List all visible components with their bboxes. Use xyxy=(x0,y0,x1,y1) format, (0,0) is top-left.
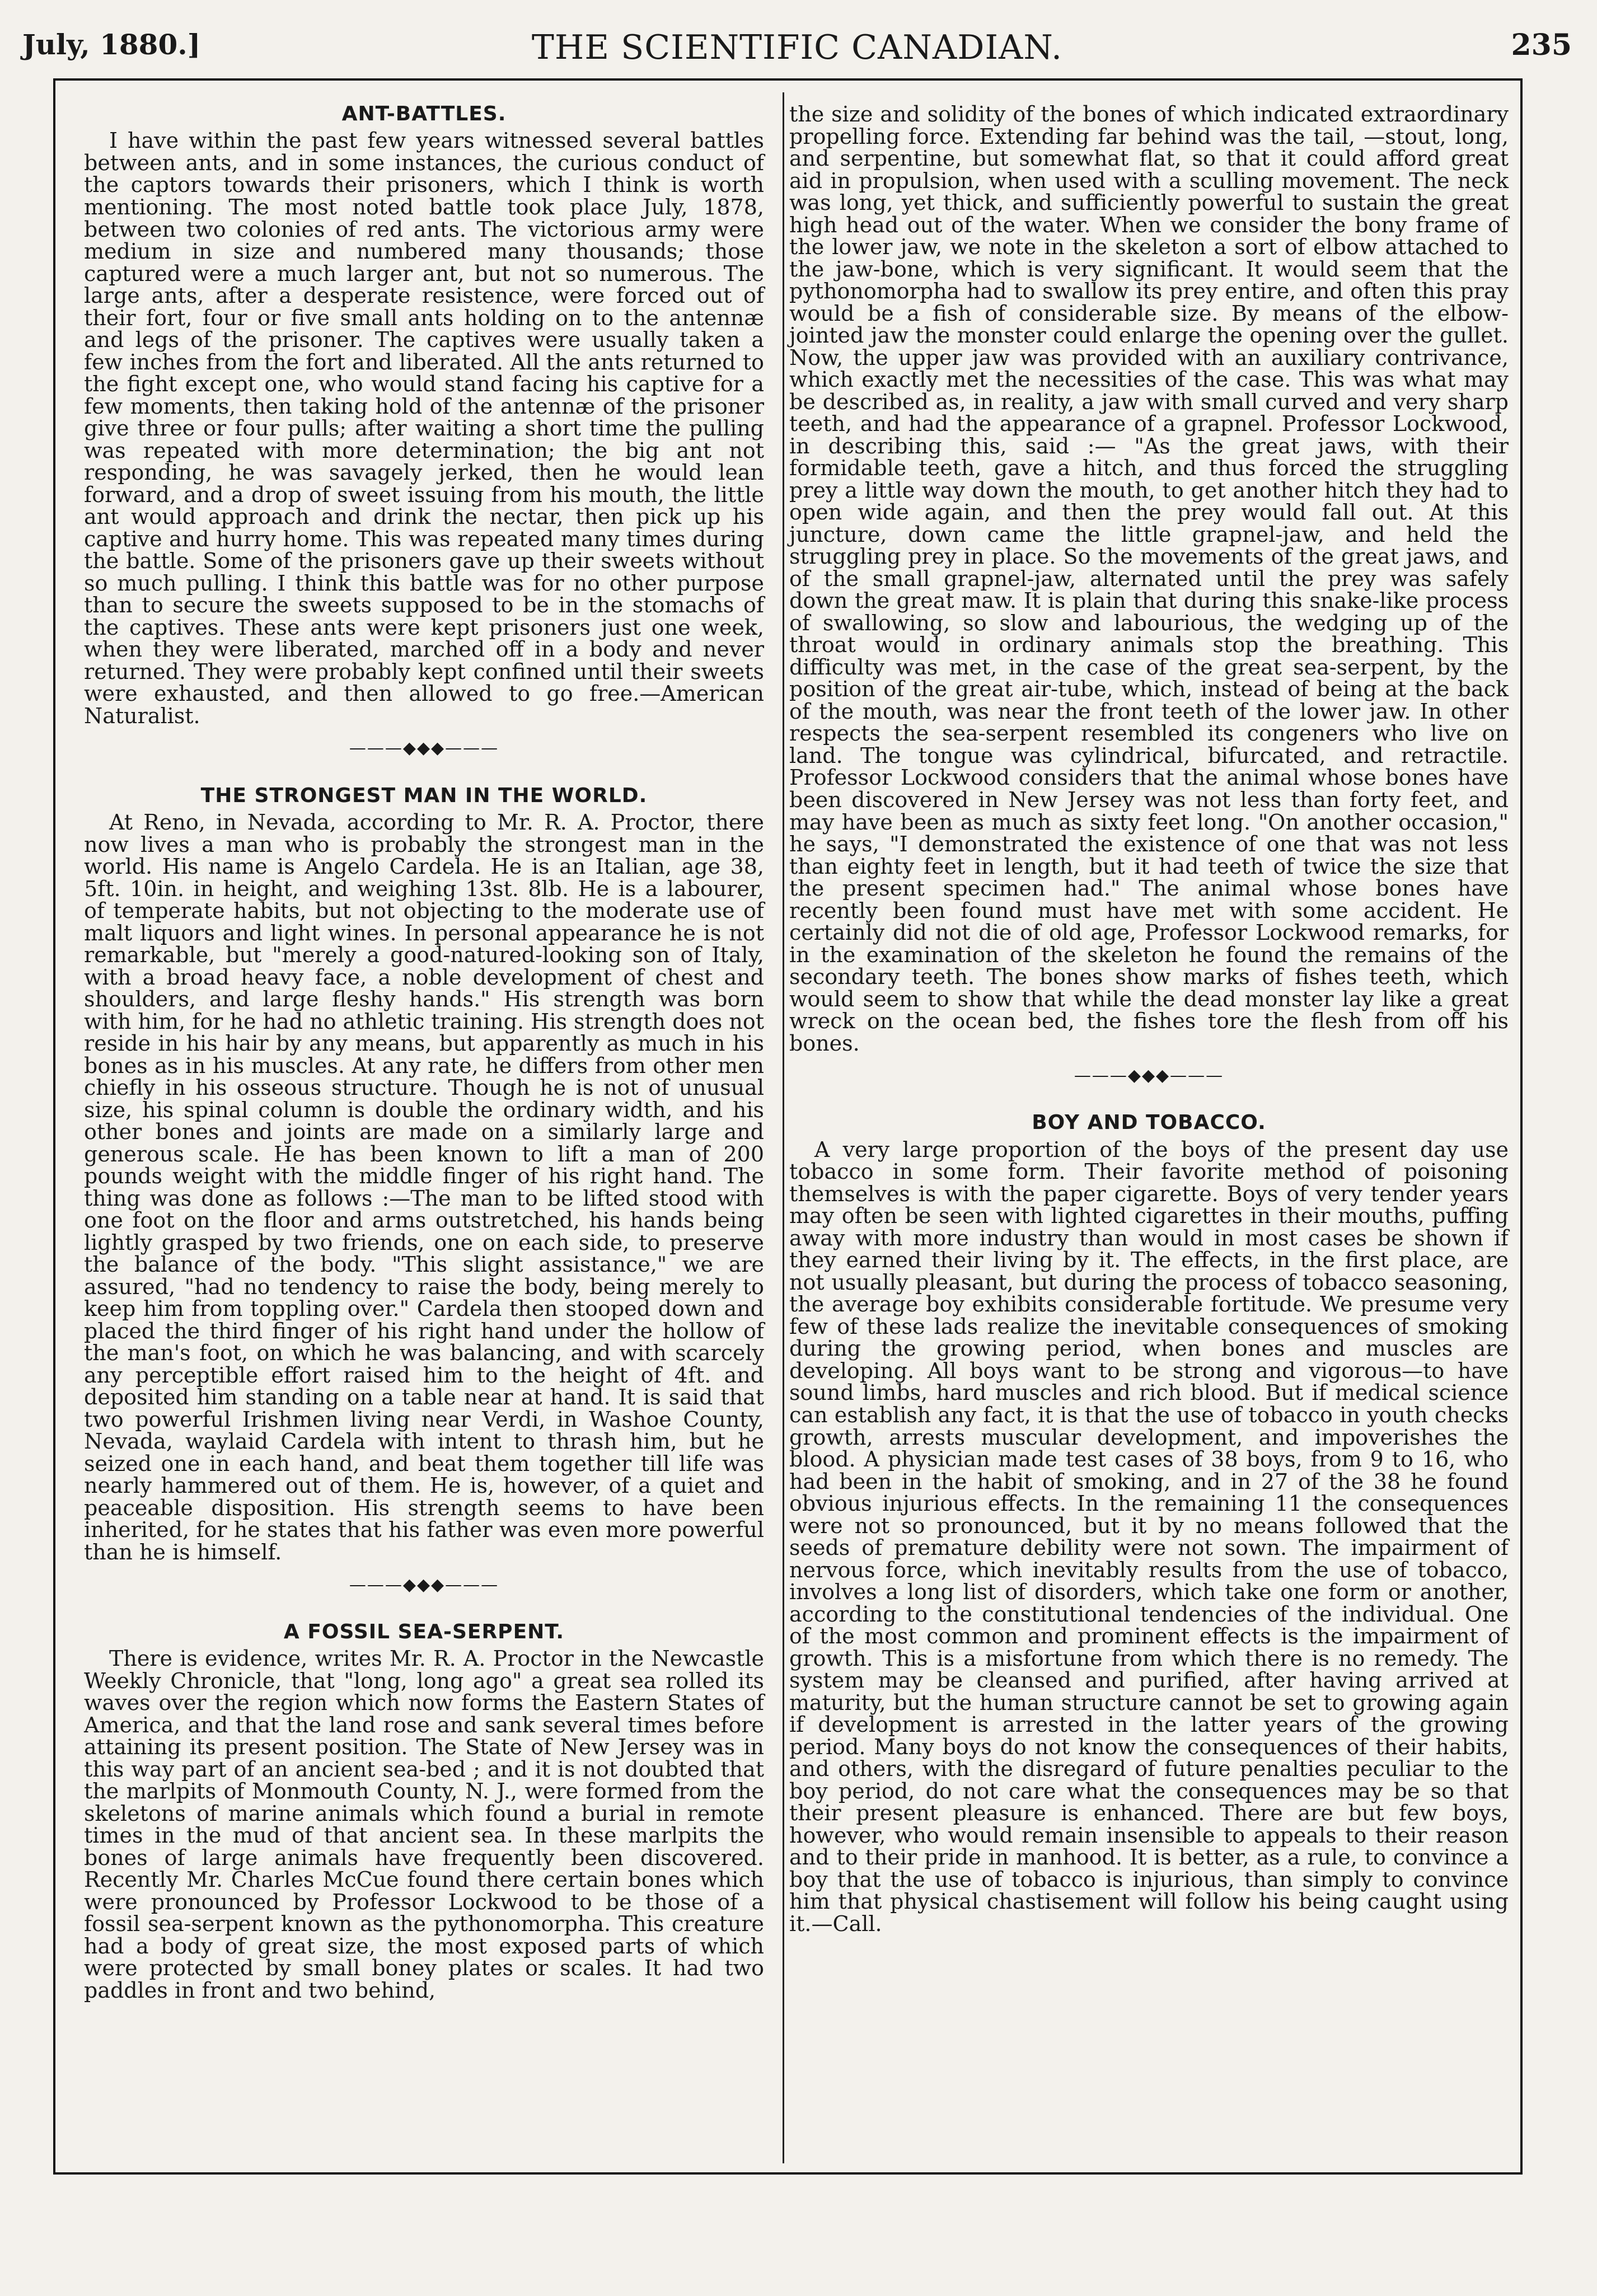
left-column xyxy=(84,104,764,2002)
right-column xyxy=(789,104,1509,1935)
masthead-title: THE SCIENTIFIC CANADIAN. xyxy=(531,28,1063,67)
page-number: 235 xyxy=(1511,28,1572,62)
article-strongest-man xyxy=(84,785,764,1564)
article-title: A FOSSIL SEA-SERPENT. xyxy=(283,1620,565,1643)
section-ornament: ———◆◆◆——— xyxy=(349,738,499,758)
article-ant-battles xyxy=(84,104,764,727)
article-boy-and-tobacco xyxy=(789,1112,1509,1935)
running-head xyxy=(22,16,1572,83)
article-title: BOY AND TOBACCO. xyxy=(1032,1111,1266,1135)
article-body: At Reno, in Nevada, according to Mr. R. A. Proctor, there now lives a man who is probably the strongest man in the world. His name is Angelo Cardela. He is an Italian, age 38, 5ft. 10in. in height, and weighing 13st. 8lb. He is a labourer, of temperate habits, but not objecting to the moderate use of malt liquors and light wines. In personal appearance he is not remarkable, but "merely a good-natured-looking son of Italy, with a broad heavy face, a noble development of chest and shoulders, and large fleshy hands." His strength was born with him, for he had no athletic training. His strength does not reside in his hair by any means, but apparently as much in his bones as in his muscles. At any rate, he differs from other men chiefly in his osseous structure. Though he is not of unusual size, his spinal column is double the ordinary width, and his other bones and joints are made on a similarly large and generous scale. He has been known to lift a man of 200 pounds weight with the middle finger of his right hand. The thing was done as follows :—The man to be lifted stood with one foot on the floor and arms outstretched, his hands being lightly grasped by two friends, one on each side, to preserve the balance of the body. "This slight assistance," we are assured, "had no tendency to raise the body, being merely to keep him from toppling over." Cardela then stooped down and placed the third finger of his right hand under the hollow of the man's foot, on which he was balancing, and with scarcely any perceptible effort raised him to the height of 4ft. and deposited him standing on a table near at hand. It is said that two powerful Irishmen living near Verdi, in Washoe County, Nevada, waylaid Cardela with intent to thrash him, but he seized one in each hand, and beat them together till life was nearly hammered out of them. He is, however, of a quiet and peaceable disposition. His strength seems to have been inherited, for he states that his father was even more powerful than he is himself. xyxy=(84,809,764,1564)
article-body: A very large proportion of the boys of the present day use tobacco in some form. Their favorite method of poisoning themselves is with the paper cigarette. Boys of very tender years may often be seen with lighted cigarettes in their mouths, puffing away with more industry than would in most cases be shown if they earned their living by it. The effects, in the first place, are not usually pleasant, but during the process of tobacco seasoning, the average boy exhibits considerable fortitude. We presume very few of these lads realize the inevitable consequences of smoking during the growing period, when bones and muscles are developing. All boys want to be strong and vigorous—to have sound limbs, hard muscles and rich blood. But if medical science can establish any fact, it is that the use of tobacco in youth checks growth, arrests muscular development, and impoverishes the blood. A physician made test cases of 38 boys, from 9 to 16, who had been in the habit of smoking, and in 27 of the 38 he found obvious injurious effects. In the remaining 11 the consequences were not so pronounced, but it by no means followed that the seeds of premature debility were not sown. The impairment of nervous force, which inevitably results from the use of tobacco, involves a long list of disorders, which take one form or another, according to the constitutional tendencies of the individual. One of the most common and prominent effects is the impairment of growth. This is a misfortune from which there is no remedy. The system may be cleansed and purified, after having arrived at maturity, but the human structure cannot be set to growing again if development is arrested in the latter years of the growing period. Many boys do not know the consequences of their habits, and others, with the disregard of future penalties peculiar to the boy period, do not care what the consequences may be so that their present pleasure is enhanced. There are but few boys, however, who would remain insensible to appeals to their reason and to their pride in manhood. It is better, as a rule, to convince a boy that the use of tobacco is injurious, than simply to convince him that physical chastisement will follow his being caught using it.—Call. xyxy=(789,1137,1509,1936)
issue-date: July, 1880.] xyxy=(22,28,201,61)
article-title: ANT-BATTLES. xyxy=(341,102,507,125)
article-title: THE STRONGEST MAN IN THE WORLD. xyxy=(200,784,648,807)
article-body: There is evidence, writes Mr. R. A. Proctor in the Newcastle Weekly Chronicle, that "long, long ago" a great sea rolled its waves over the region which now forms the Eastern States of America, and that the land rose and sank several times before attaining its present position. The State of New Jersey was in this way part of an ancient sea-bed ; and it is not doubted that the marlpits of Monmouth County, N. J., were formed from the skeletons of marine animals which found a burial in remote times in the mud of that ancient sea. In these marlpits the bones of large animals have frequently been discovered. Recently Mr. Charles McCue found there certain bones which were pronounced by Professor Lockwood to be those of a fossil sea-serpent known as the pythonomorpha. This creature had a body of great size, the most exposed parts of which were protected by small boney plates or scales. It had two paddles in front and two behind, xyxy=(84,1646,764,2003)
article-fossil-sea-serpent-continued xyxy=(789,104,1509,1055)
article-body: I have within the past few years witnessed several battles between ants, and in some instances, the curious conduct of the captors towards their prisoners, which I think is worth mentioning. The most noted battle took place July, 1878, between two colonies of red ants. The victorious army were medium in size and numbered many thousands; those captured were a much larger ant, but not so numerous. The large ants, after a desperate resistence, were forced out of their fort, four or five small ants holding on to the antennæ and legs of the prisoner. The captives were usually taken a few inches from the fort and liberated. All the ants returned to the fight except one, who would stand facing his captive for a few moments, then taking hold of the antennæ of the prisoner give three or four pulls; after waiting a short time the pulling was repeated with more determination; the big ant not responding, he was savagely jerked, then he would lean forward, and a drop of sweet issuing from his mouth, the little ant would approach and drink the nectar, then pick up his captive and hurry home. This was repeated many times during the battle. Some of the prisoners gave up their sweets without so much pulling. I think this battle was for no other purpose than to secure the sweets supposed to be in the stomachs of the captives. These ants were kept prisoners just one week, when they were liberated, marched off in a body and never returned. They were probably kept confined until their sweets were exhausted, and then allowed to go free.—American Naturalist. xyxy=(84,128,764,728)
article-fossil-sea-serpent xyxy=(84,1622,764,2002)
article-body: the size and solidity of the bones of which indicated extraordinary propelling force. Extending far behind was the tail, —stout, long, and serpentine, but somewhat flat, so that it could afford great aid in propulsion, when used with a sculling movement. The neck was long, yet thick, and sufficiently powerful to sustain the great high head out of the water. When we consider the bony frame of the lower jaw, we note in the skeleton a sort of elbow attached to the jaw-bone, which is very significant. It would seem that the pythonomorpha had to swallow its prey entire, and often this pray would be a fish of considerable size. By means of the elbow-jointed jaw the monster could enlarge the opening over the gullet. Now, the upper jaw was provided with an auxiliary contrivance, which exactly met the necessities of the case. This was what may be described as, in reality, a jaw with small curved and very sharp teeth, and had the appearance of a grapnel. Professor Lockwood, in describing this, said :— "As the great jaws, with their formidable teeth, gave a hitch, and thus forced the struggling prey a little way down the mouth, to get another hitch they had to open wide again, and then the prey would fall out. At this juncture, down came the little grapnel-jaw, and held the struggling prey in place. So the movements of the great jaws, and of the small grapnel-jaw, alternated until the prey was safely down the great maw. It is plain that during this snake-like process of swallowing, so slow and labourious, the wedging up of the throat would in ordinary animals stop the breathing. This difficulty was met, in the case of the great sea-serpent, by the position of the great air-tube, which, instead of being at the back of the mouth, was near the front teeth of the lower jaw. In other respects the sea-serpent resembled its congeners who live on land. The tongue was cylindrical, bifurcated, and retractile. Professor Lockwood considers that the animal whose bones have been discovered in New Jersey was not less than forty feet, and may have been as much as sixty feet long. "On another occasion," he says, "I demonstrated the existence of one that was not less than eighty feet in length, but it had teeth of twice the size that the present specimen had." The animal whose bones have recently been found must have met with some accident. He certainly did not die of old age, Professor Lockwood remarks, for in the examination of the skeleton he found the remains of the secondary teeth. The bones show marks of fishes teeth, which would seem to show that while the dead monster lay like a great wreck on the ocean bed, the fishes tore the flesh from off his bones. xyxy=(789,102,1509,1056)
section-ornament: ———◆◆◆——— xyxy=(1074,1066,1224,1086)
section-ornament: ———◆◆◆——— xyxy=(349,1575,499,1595)
column-divider xyxy=(783,92,784,2163)
